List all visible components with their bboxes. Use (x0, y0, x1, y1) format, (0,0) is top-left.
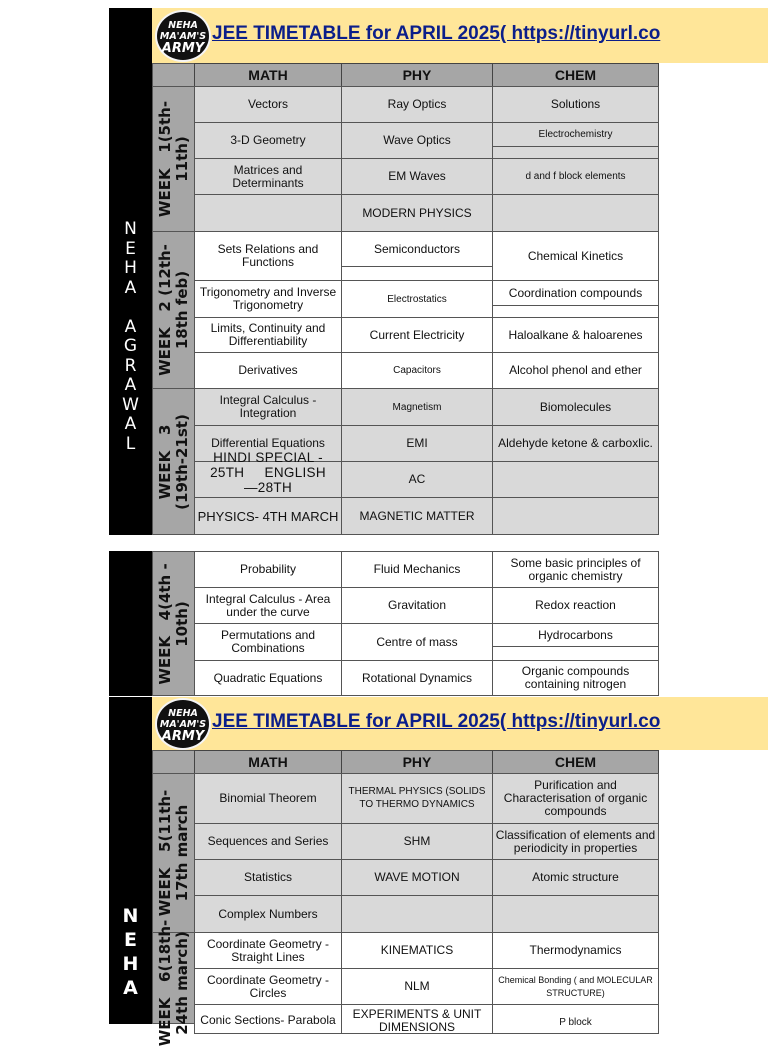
table-cell: Coordinate Geometry - Straight Lines (194, 932, 342, 969)
header-math-1: MATH (194, 63, 342, 87)
table-cell: Biomolecules (492, 388, 659, 426)
table-cell: Complex Numbers (194, 895, 342, 933)
logo-line2: MA'AM'S (159, 31, 207, 42)
table-cell: WAVE MOTION (341, 859, 493, 896)
table-cell: Binomial Theorem (194, 773, 342, 824)
table-cell: Gravitation (341, 587, 493, 624)
table-cell: Organic compounds containing nitrogen (492, 660, 659, 696)
table-cell: Derivatives (194, 352, 342, 389)
table-cell: Magnetism (341, 388, 493, 426)
week-label: WEEK 4(4th - 10th) (152, 551, 195, 696)
table-cell: Centre of mass (341, 623, 493, 661)
table-cell: 3-D Geometry (194, 122, 342, 159)
table-cell (492, 646, 659, 661)
table-cell: Coordination compounds (492, 280, 659, 306)
side-bar-2 (109, 551, 152, 696)
table-cell: Hydrocarbons (492, 623, 659, 647)
table-cell: Electrostatics (341, 280, 493, 318)
table-cell: Chemical Kinetics (492, 231, 659, 281)
table-cell: THERMAL PHYSICS (SOLIDS TO THERMO DYNAMICS (341, 773, 493, 824)
table-cell: Sets Relations and Functions (194, 231, 342, 281)
logo-line3: ARMY (161, 41, 205, 56)
table-cell (492, 194, 659, 232)
side-name-1: N E H A A G R A W A L (122, 219, 139, 454)
logo-line1: NEHA (168, 708, 198, 719)
table-cell: Semiconductors (341, 231, 493, 267)
table-cell: d and f block elements (492, 158, 659, 195)
table-cell: Permutations and Combinations (194, 623, 342, 661)
table-cell: Integral Calculus - Area under the curve (194, 587, 342, 624)
table-cell: Purification and Characterisation of organic compounds (492, 773, 659, 824)
table-cell: MODERN PHYSICS (341, 194, 493, 232)
table-cell: Vectors (194, 86, 342, 123)
page-title-1[interactable]: JEE TIMETABLE for APRIL 2025( https://tinyurl.co (212, 23, 661, 44)
week-label: WEEK 1(5th- 11th) (152, 86, 195, 232)
logo-line2: MA'AM'S (159, 719, 207, 730)
week-label: WEEK 5(11th- 17th march (152, 773, 195, 933)
table-cell: Matrices and Determinants (194, 158, 342, 195)
table-cell: Fluid Mechanics (341, 551, 493, 588)
header-corner-3 (152, 750, 195, 774)
table-cell: Alcohol phenol and ether (492, 352, 659, 389)
table-cell: NLM (341, 968, 493, 1005)
table-cell: EM Waves (341, 158, 493, 195)
table-cell: Integral Calculus - Integration (194, 388, 342, 426)
table-cell: Quadratic Equations (194, 660, 342, 696)
header-corner-1 (152, 63, 195, 87)
table-cell: Atomic structure (492, 859, 659, 896)
table-cell: Conic Sections- Parabola (194, 1004, 342, 1034)
table-cell: SHM (341, 823, 493, 860)
table-cell: Trigonometry and Inverse Trigonometry (194, 280, 342, 318)
table-cell: Some basic principles of organic chemistry (492, 551, 659, 588)
table-cell: Statistics (194, 859, 342, 896)
table-cell (194, 194, 342, 232)
week-label: WEEK 3 (19th-21st) (152, 388, 195, 535)
table-cell: Limits, Continuity and Differentiability (194, 317, 342, 353)
table-cell: PHYSICS- 4TH MARCH (194, 497, 342, 535)
table-cell (492, 497, 659, 535)
table-cell: Chemical Bonding ( and MOLECULAR STRUCTURE) (492, 968, 659, 1005)
table-cell: Thermodynamics (492, 932, 659, 969)
table-cell: P block (492, 1004, 659, 1034)
table-cell: Redox reaction (492, 587, 659, 624)
logo-line1: NEHA (168, 20, 198, 31)
table-cell: Current Electricity (341, 317, 493, 353)
table-cell: Wave Optics (341, 122, 493, 159)
table-cell (492, 895, 659, 933)
header-phy-1: PHY (341, 63, 493, 87)
header-chem-1: CHEM (492, 63, 659, 87)
table-cell: EMI (341, 425, 493, 462)
table-cell: Probability (194, 551, 342, 588)
header-chem-3: CHEM (492, 750, 659, 774)
logo-1 (155, 10, 211, 62)
table-cell: Capacitors (341, 352, 493, 389)
table-cell: MAGNETIC MATTER (341, 497, 493, 535)
table-cell: Haloalkane & haloarenes (492, 317, 659, 353)
table-cell: AC (341, 461, 493, 498)
table-cell: Electrochemistry (492, 122, 659, 147)
table-cell: Classification of elements and periodicity in properties (492, 823, 659, 860)
logo-line3: ARMY (161, 729, 205, 744)
table-cell: 25TH ENGLISH —28TH (194, 461, 342, 498)
table-cell: EXPERIMENTS & UNIT DIMENSIONS (341, 1004, 493, 1034)
table-cell: Differential Equations (194, 425, 342, 462)
week-label: WEEK 6(18th- 24th march) (152, 932, 195, 1024)
table-cell: Coordinate Geometry - Circles (194, 968, 342, 1005)
table-cell: Solutions (492, 86, 659, 123)
header-phy-3: PHY (341, 750, 493, 774)
table-cell (341, 895, 493, 933)
table-cell: Aldehyde ketone & carboxlic. (492, 425, 659, 462)
table-cell: Ray Optics (341, 86, 493, 123)
table-cell: Rotational Dynamics (341, 660, 493, 696)
week-label: WEEK 2 (12th- 18th feb) (152, 231, 195, 389)
table-cell: Sequences and Series (194, 823, 342, 860)
side-name-3: N E H A A (122, 905, 139, 1047)
table-cell: KINEMATICS (341, 932, 493, 969)
logo-3 (155, 698, 211, 750)
page-title-3[interactable]: JEE TIMETABLE for APRIL 2025( https://tinyurl.co (212, 711, 661, 732)
table-cell (492, 461, 659, 498)
table-cell (341, 266, 493, 281)
header-math-3: MATH (194, 750, 342, 774)
